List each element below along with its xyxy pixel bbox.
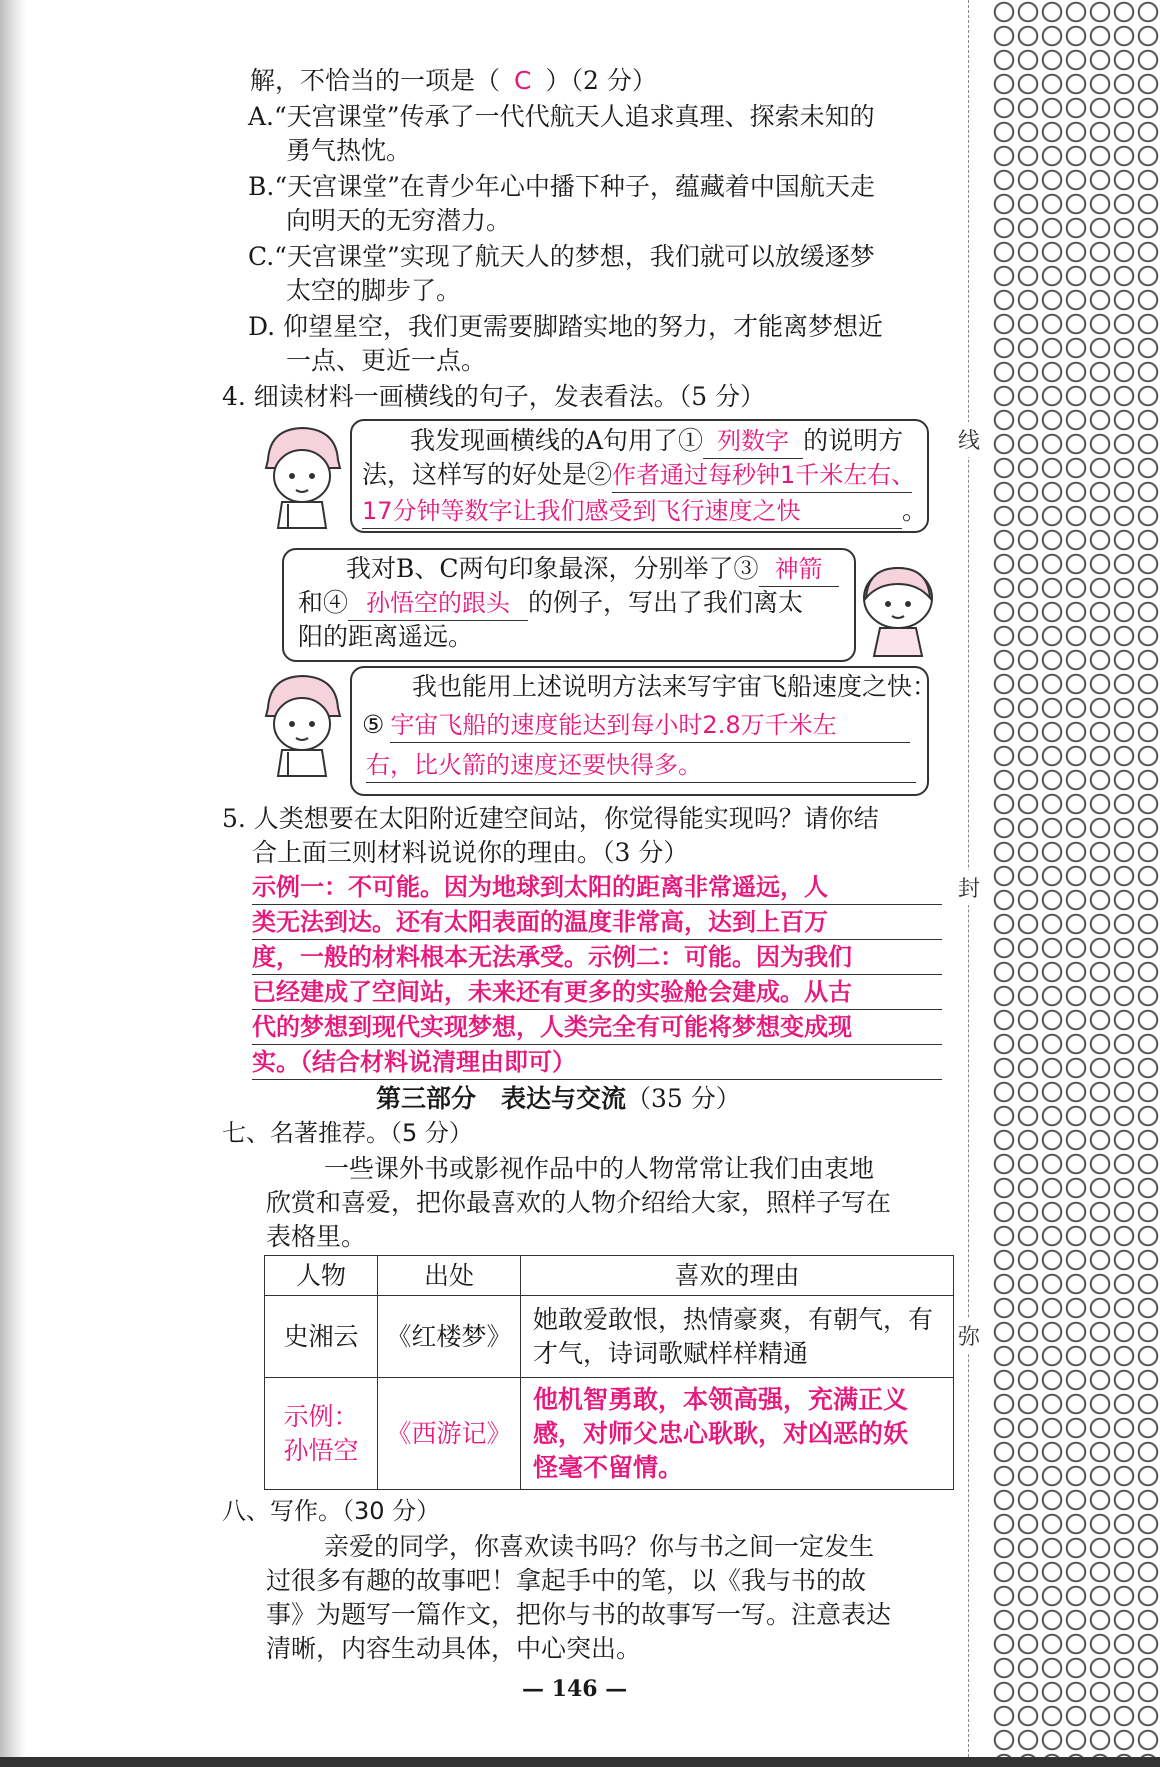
bubble3-line2: ⑤ 宇宙飞船的速度能达到每小时2.8万千米左 bbox=[362, 708, 910, 743]
table-row bbox=[265, 1296, 954, 1378]
margin-char-feng: 封 bbox=[958, 870, 980, 905]
q5-answer-line1: 示例一：不可能。因为地球到太阳的距离非常遥远，人 bbox=[252, 870, 942, 905]
q5-answer-line6: 实。（结合材料说清理由即可） bbox=[252, 1045, 942, 1080]
q5-answer-line3: 度，一般的材料根本无法承受。示例二：可能。因为我们 bbox=[252, 940, 942, 975]
q3-option-d-line2: 一点、更近一点。 bbox=[286, 346, 487, 375]
blank-1: 列数字 bbox=[703, 424, 803, 459]
decorative-pattern-strip bbox=[992, 0, 1160, 1767]
q4-stem: 4. 细读材料一画横线的句子，发表看法。（5 分） bbox=[222, 382, 766, 411]
page-gutter-shadow bbox=[0, 0, 26, 1767]
margin-char-mi: 弥 bbox=[958, 1318, 980, 1353]
bubble3-line3 bbox=[366, 748, 916, 783]
table-cell-reason: 她敢爱敢恨，热情豪爽，有朝气，有 才气，诗词歌赋样样精通 bbox=[521, 1296, 954, 1378]
q5-answer-line4: 已经建成了空间站，未来还有更多的实验舱会建成。从古 bbox=[252, 975, 942, 1010]
table-cell-person: 史湘云 bbox=[265, 1296, 378, 1378]
q3-option-c-line1: C.“天宫课堂”实现了航天人的梦想，我们就可以放缓逐梦 bbox=[248, 242, 875, 271]
page-number: — 146 — bbox=[522, 1676, 628, 1702]
q8-line2: 过很多有趣的故事吧！拿起手中的笔，以《我与书的故 bbox=[266, 1566, 867, 1595]
q3-option-d-line1: D. 仰望星空，我们更需要脚踏实地的努力，才能离梦想近 bbox=[248, 312, 884, 341]
table-cell-reason: 他机智勇敢，本领高强，充满正义 感，对师父忠心耿耿，对凶恶的妖 怪毫不留情。 bbox=[521, 1378, 954, 1490]
q3-option-a-line2: 勇气热忱。 bbox=[286, 136, 412, 165]
bubble1-line3: 17分钟等数字让我们感受到飞行速度之快 。 bbox=[362, 494, 927, 529]
bubble2-line2: 和④ 孙悟空的跟头 的例子，写出了我们离太 bbox=[298, 586, 803, 621]
bubble3-line1: 我也能用上述说明方法来写宇宙飞船速度之快： bbox=[412, 672, 938, 701]
blank-5a: 宇宙飞船的速度能达到每小时2.8万千米左 bbox=[390, 708, 910, 743]
table-cell-person: 示例： 孙悟空 bbox=[265, 1378, 378, 1490]
q3-option-b-line2: 向明天的无穷潜力。 bbox=[286, 206, 512, 235]
q5-answer-line2: 类无法到达。还有太阳表面的温度非常高，达到上百万 bbox=[252, 905, 942, 940]
q3-answer: C bbox=[514, 66, 532, 95]
bubble1-line1: 我发现画横线的A句用了① 列数字 的说明方 bbox=[410, 424, 903, 459]
blank-2a: 作者通过每秒钟1千米左右、 bbox=[612, 458, 912, 493]
bubble1-line2: 法，这样写的好处是②作者通过每秒钟1千米左右、 bbox=[362, 458, 912, 493]
q5-answer-line5: 代的梦想到现代实现梦想，人类完全有可能将梦想变成现 bbox=[252, 1010, 942, 1045]
blank-5b: 右，比火箭的速度还要快得多。 bbox=[366, 748, 916, 783]
boy-avatar-icon-2 bbox=[258, 668, 346, 778]
margin-char-xian: 线 bbox=[958, 422, 980, 457]
table-cell-source: 《红楼梦》 bbox=[378, 1296, 521, 1378]
character-table bbox=[264, 1255, 954, 1490]
q3-stem: 解，不恰当的一项是（ C ）（2 分） bbox=[250, 66, 657, 95]
boy-avatar-icon bbox=[258, 420, 346, 530]
table-header-person: 人物 bbox=[265, 1256, 378, 1296]
q3-option-a-line1: A.“天宫课堂”传承了一代代航天人追求真理、探索未知的 bbox=[248, 102, 875, 131]
q3-option-c-line2: 太空的脚步了。 bbox=[286, 276, 462, 305]
q8-line4: 清晰，内容生动具体，中心突出。 bbox=[266, 1634, 642, 1663]
q8-line3: 事》为题写一篇作文，把你与书的故事写一写。注意表达 bbox=[266, 1600, 892, 1629]
q7-intro-line2: 欣赏和喜爱，把你最喜欢的人物介绍给大家，照样子写在 bbox=[266, 1188, 892, 1217]
table-header-row bbox=[265, 1256, 954, 1296]
girl-avatar-icon bbox=[858, 558, 938, 658]
q8-line1: 亲爱的同学，你喜欢读书吗？你与书之间一定发生 bbox=[324, 1532, 875, 1561]
bubble2-line3: 阳的距离遥远。 bbox=[298, 622, 474, 651]
table-header-reason: 喜欢的理由 bbox=[521, 1256, 954, 1296]
q5-line1: 5. 人类想要在太阳附近建空间站，你觉得能实现吗？请你结 bbox=[222, 804, 879, 833]
table-row bbox=[265, 1378, 954, 1490]
q8-title: 八、写作。（30 分） bbox=[222, 1497, 441, 1525]
q5-line2: 合上面三则材料说说你的理由。（3 分） bbox=[252, 838, 689, 867]
table-cell-source: 《西游记》 bbox=[378, 1378, 521, 1490]
q7-intro-line3: 表格里。 bbox=[266, 1222, 367, 1251]
blank-2b: 17分钟等数字让我们感受到飞行速度之快 bbox=[362, 494, 902, 529]
table-header-source: 出处 bbox=[378, 1256, 521, 1296]
q7-title: 七、名著推荐。（5 分） bbox=[222, 1119, 473, 1147]
bottom-bar bbox=[0, 1757, 1160, 1767]
blank-3: 神箭 bbox=[759, 552, 839, 587]
blank-4: 孙悟空的跟头 bbox=[348, 586, 528, 621]
q7-intro-line1: 一些课外书或影视作品中的人物常常让我们由衷地 bbox=[324, 1154, 875, 1183]
q3-option-b-line1: B.“天宫课堂”在青少年心中播下种子，蕴藏着中国航天走 bbox=[248, 172, 875, 201]
bubble2-line1: 我对B、C两句印象最深，分别举了③ 神箭 bbox=[346, 552, 839, 587]
part3-title: 第三部分 表达与交流（35 分） bbox=[376, 1084, 741, 1113]
